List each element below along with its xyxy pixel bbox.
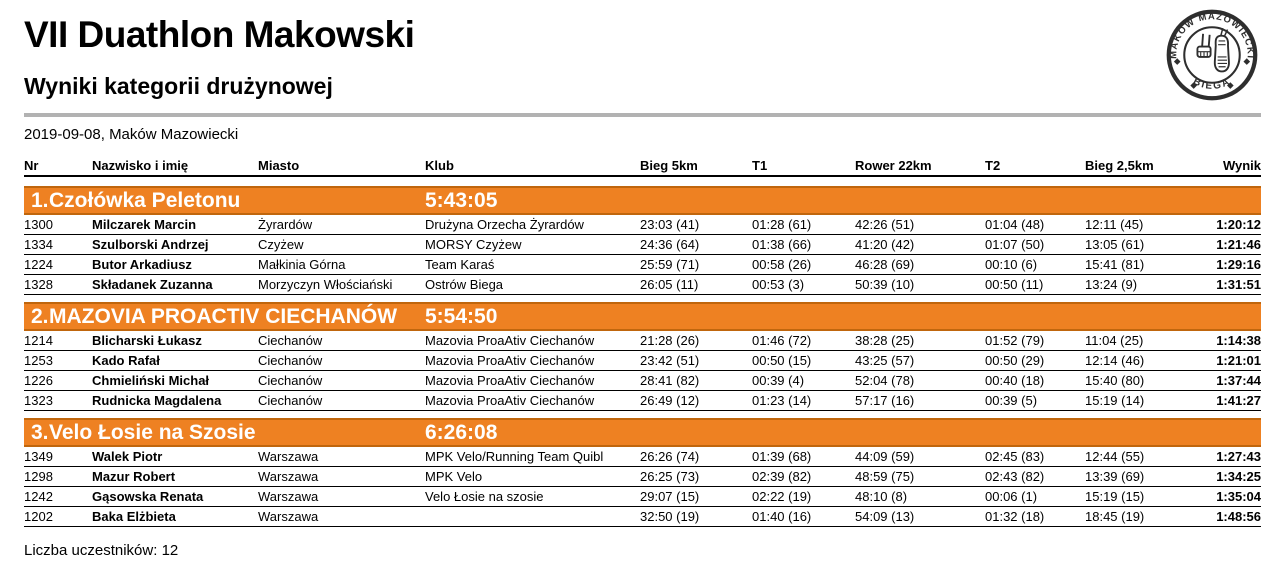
cell-run-5km: 21:28 (26) <box>640 333 700 348</box>
cell-run-5km: 23:03 (41) <box>640 217 700 232</box>
shoe-sole-icon <box>1215 28 1229 71</box>
result-row <box>24 467 1261 487</box>
cell-run-5km: 26:25 (73) <box>640 469 700 484</box>
cell-t2: 01:32 (18) <box>985 509 1045 524</box>
cell-athlete-name: Walek Piotr <box>92 449 163 464</box>
cell-club: Mazovia ProaAtiv Ciechanów <box>425 393 595 408</box>
cell-t2: 00:06 (1) <box>985 489 1038 504</box>
cell-run-2-5km: 15:41 (81) <box>1085 257 1145 272</box>
team-total-time: 5:43:05 <box>425 189 498 212</box>
result-row <box>24 215 1261 235</box>
team-header-bar <box>24 302 1261 331</box>
result-row <box>24 351 1261 371</box>
team-rank: 1. <box>31 189 49 212</box>
cell-run-5km: 24:36 (64) <box>640 237 700 252</box>
cell-run-2-5km: 13:39 (69) <box>1085 469 1145 484</box>
cell-athlete-name: Mazur Robert <box>92 469 176 484</box>
cell-result: 1:35:04 <box>1216 489 1261 504</box>
page-subtitle: Wyniki kategorii drużynowej <box>24 73 333 99</box>
col-header-t1: T1 <box>752 157 768 173</box>
col-header-run1: Bieg 5km <box>640 157 698 173</box>
cell-t2: 00:39 (5) <box>985 393 1038 408</box>
cell-city: Morzyczyn Włościański <box>258 277 393 292</box>
cell-bib-number: 1334 <box>24 237 53 252</box>
team-header-bar <box>24 418 1261 447</box>
runner-shoe-icon <box>1197 34 1210 57</box>
cell-t1: 00:39 (4) <box>752 373 805 388</box>
cell-t1: 00:53 (3) <box>752 277 805 292</box>
col-header-name: Nazwisko i imię <box>92 157 189 173</box>
team-rank: 3. <box>31 421 49 444</box>
cell-club: Ostrów Biega <box>425 277 504 292</box>
cell-t2: 00:50 (11) <box>985 277 1044 292</box>
cell-city: Warszawa <box>258 509 319 524</box>
cell-run-5km: 26:05 (11) <box>640 277 699 292</box>
cell-run-2-5km: 15:40 (80) <box>1085 373 1145 388</box>
cell-bib-number: 1224 <box>24 257 53 272</box>
team-section <box>24 186 1261 295</box>
header-divider <box>24 113 1261 117</box>
cell-t1: 01:46 (72) <box>752 333 812 348</box>
team-section <box>24 302 1261 411</box>
col-header-city: Miasto <box>258 157 300 173</box>
cell-bib-number: 1300 <box>24 217 53 232</box>
cell-city: Czyżew <box>258 237 304 252</box>
team-name: MAZOVIA PROACTIV CIECHANÓW <box>49 305 398 328</box>
cell-result: 1:41:27 <box>1216 393 1261 408</box>
cell-t2: 00:40 (18) <box>985 373 1045 388</box>
cell-bib-number: 1253 <box>24 353 53 368</box>
cell-t1: 02:39 (82) <box>752 469 812 484</box>
logo-inner-circle <box>1184 27 1239 82</box>
cell-athlete-name: Milczarek Marcin <box>92 217 197 232</box>
cell-bib-number: 1202 <box>24 509 53 524</box>
cell-club: Drużyna Orzecha Żyrardów <box>425 217 584 232</box>
cell-t1: 01:39 (68) <box>752 449 812 464</box>
cell-run-2-5km: 12:11 (45) <box>1085 217 1144 232</box>
cell-city: Warszawa <box>258 449 319 464</box>
cell-run-5km: 26:26 (74) <box>640 449 700 464</box>
result-row <box>24 447 1261 467</box>
cell-bib-number: 1242 <box>24 489 53 504</box>
cell-bike-22km: 41:20 (42) <box>855 237 915 252</box>
team-rows <box>24 215 1261 295</box>
cell-bike-22km: 48:59 (75) <box>855 469 915 484</box>
col-header-bike: Rower 22km <box>855 157 932 173</box>
cell-bib-number: 1349 <box>24 449 53 464</box>
cell-city: Warszawa <box>258 469 319 484</box>
cell-bike-22km: 52:04 (78) <box>855 373 915 388</box>
cell-t2: 00:10 (6) <box>985 257 1038 272</box>
team-rank: 2. <box>31 305 49 328</box>
teams-container <box>24 186 1261 527</box>
team-section <box>24 418 1261 527</box>
cell-club: Mazovia ProaAtiv Ciechanów <box>425 373 595 388</box>
results-table <box>24 155 1261 527</box>
team-total-time: 6:26:08 <box>425 421 498 444</box>
cell-bike-22km: 44:09 (59) <box>855 449 915 464</box>
cell-bike-22km: 42:26 (51) <box>855 217 915 232</box>
cell-t1: 02:22 (19) <box>752 489 812 504</box>
cell-city: Ciechanów <box>258 353 323 368</box>
cell-t2: 01:52 (79) <box>985 333 1045 348</box>
cell-run-2-5km: 12:44 (55) <box>1085 449 1145 464</box>
cell-club: Velo Łosie na szosie <box>425 489 544 504</box>
cell-bike-22km: 38:28 (25) <box>855 333 915 348</box>
cell-bike-22km: 48:10 (8) <box>855 489 908 504</box>
cell-t2: 02:43 (82) <box>985 469 1045 484</box>
team-rows <box>24 447 1261 527</box>
cell-run-5km: 32:50 (19) <box>640 509 700 524</box>
cell-t1: 00:58 (26) <box>752 257 812 272</box>
cell-run-2-5km: 18:45 (19) <box>1085 509 1145 524</box>
cell-run-5km: 29:07 (15) <box>640 489 700 504</box>
cell-bib-number: 1328 <box>24 277 53 292</box>
cell-run-2-5km: 15:19 (15) <box>1085 489 1145 504</box>
cell-city: Ciechanów <box>258 393 323 408</box>
cell-bike-22km: 46:28 (69) <box>855 257 915 272</box>
result-row <box>24 275 1261 295</box>
cell-result: 1:27:43 <box>1216 449 1261 464</box>
cell-club: MORSY Czyżew <box>425 237 522 252</box>
team-name: Czołówka Peletonu <box>49 189 241 212</box>
cell-run-5km: 26:49 (12) <box>640 393 700 408</box>
cell-athlete-name: Baka Elżbieta <box>92 509 176 524</box>
result-row <box>24 255 1261 275</box>
cell-athlete-name: Szulborski Andrzej <box>92 237 209 252</box>
cell-t2: 01:07 (50) <box>985 237 1045 252</box>
col-header-t2: T2 <box>985 157 1001 173</box>
result-row <box>24 235 1261 255</box>
team-total-time: 5:54:50 <box>425 305 498 328</box>
cell-city: Małkinia Górna <box>258 257 346 272</box>
team-name: Velo Łosie na Szosie <box>49 421 256 444</box>
result-row <box>24 371 1261 391</box>
cell-result: 1:29:16 <box>1216 257 1261 272</box>
cell-bike-22km: 50:39 (10) <box>855 277 915 292</box>
cell-bike-22km: 43:25 (57) <box>855 353 915 368</box>
table-header-row <box>24 155 1261 177</box>
cell-bike-22km: 54:09 (13) <box>855 509 915 524</box>
date-location: 2019-09-08, Maków Mazowiecki <box>24 126 239 143</box>
cell-result: 1:21:01 <box>1216 353 1261 368</box>
cell-city: Ciechanów <box>258 333 323 348</box>
col-header-result: Wynik <box>1222 157 1261 173</box>
cell-bike-22km: 57:17 (16) <box>855 393 915 408</box>
team-rows <box>24 331 1261 411</box>
cell-t2: 02:45 (83) <box>985 449 1045 464</box>
cell-athlete-name: Rudnicka Magdalena <box>92 393 222 408</box>
cell-result: 1:21:46 <box>1216 237 1261 252</box>
cell-athlete-name: Składanek Zuzanna <box>92 277 213 292</box>
cell-athlete-name: Butor Arkadiusz <box>92 257 192 272</box>
team-header-bar <box>24 186 1261 215</box>
logo-text-bottom: BIEGA <box>1191 75 1233 93</box>
cell-club: Mazovia ProaAtiv Ciechanów <box>425 333 595 348</box>
col-header-nr: Nr <box>24 157 39 173</box>
cell-bib-number: 1298 <box>24 469 53 484</box>
cell-t1: 01:38 (66) <box>752 237 812 252</box>
cell-t1: 01:40 (16) <box>752 509 812 524</box>
cell-t1: 00:50 (15) <box>752 353 812 368</box>
cell-t1: 01:23 (14) <box>752 393 812 408</box>
cell-club: Mazovia ProaAtiv Ciechanów <box>425 353 595 368</box>
logo-text-top: MAKÓW MAZOWIECKI <box>1167 10 1257 60</box>
cell-run-2-5km: 15:19 (14) <box>1085 393 1145 408</box>
cell-result: 1:34:25 <box>1216 469 1261 484</box>
result-row <box>24 331 1261 351</box>
cell-bib-number: 1214 <box>24 333 53 348</box>
result-row <box>24 391 1261 411</box>
cell-bib-number: 1323 <box>24 393 53 408</box>
cell-bib-number: 1226 <box>24 373 53 388</box>
cell-run-2-5km: 11:04 (25) <box>1085 333 1144 348</box>
cell-result: 1:14:38 <box>1216 333 1261 348</box>
cell-run-5km: 25:59 (71) <box>640 257 700 272</box>
cell-result: 1:37:44 <box>1216 373 1261 388</box>
cell-club: MPK Velo/Running Team Quibl <box>425 449 604 464</box>
event-logo <box>1165 8 1259 102</box>
cell-t2: 01:04 (48) <box>985 217 1045 232</box>
cell-t2: 00:50 (29) <box>985 353 1045 368</box>
cell-athlete-name: Gąsowska Renata <box>92 489 204 504</box>
cell-run-2-5km: 12:14 (46) <box>1085 353 1145 368</box>
cell-t1: 01:28 (61) <box>752 217 812 232</box>
cell-athlete-name: Kado Rafał <box>92 353 160 368</box>
cell-club: Team Karaś <box>425 257 495 272</box>
cell-result: 1:20:12 <box>1216 217 1261 232</box>
cell-athlete-name: Chmieliński Michał <box>92 373 210 388</box>
result-row <box>24 507 1261 527</box>
cell-club: MPK Velo <box>425 469 483 484</box>
cell-result: 1:31:51 <box>1216 277 1261 292</box>
page-title: VII Duathlon Makowski <box>24 14 415 55</box>
participants-count: Liczba uczestników: 12 <box>24 542 179 559</box>
cell-run-5km: 28:41 (82) <box>640 373 700 388</box>
col-header-club: Klub <box>425 157 454 173</box>
col-header-run2: Bieg 2,5km <box>1085 157 1154 173</box>
cell-city: Warszawa <box>258 489 319 504</box>
cell-run-5km: 23:42 (51) <box>640 353 700 368</box>
cell-result: 1:48:56 <box>1216 509 1261 524</box>
cell-run-2-5km: 13:24 (9) <box>1085 277 1138 292</box>
cell-athlete-name: Blicharski Łukasz <box>92 333 202 348</box>
cell-city: Ciechanów <box>258 373 323 388</box>
cell-city: Żyrardów <box>258 217 313 232</box>
result-row <box>24 487 1261 507</box>
cell-run-2-5km: 13:05 (61) <box>1085 237 1145 252</box>
